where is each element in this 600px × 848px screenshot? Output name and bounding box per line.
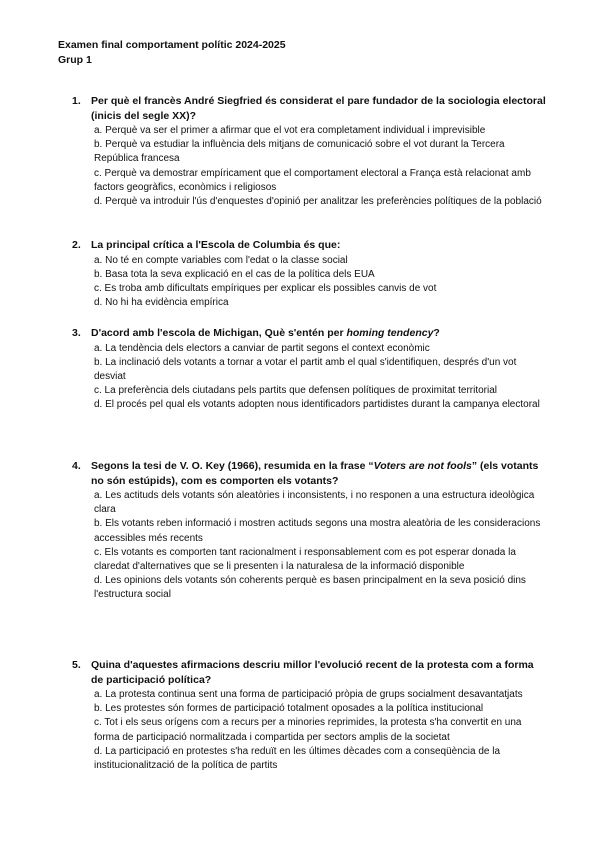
option-c: c. Es troba amb dificultats empíriques per explicar els possibles canvis de vot: [94, 282, 437, 294]
question-text: Per què el francès André Siegfried és considerat el pare fundador de la sociologia electoral (inicis del segle XX)?: [91, 95, 546, 122]
option-c: c. Els votants es comporten tant racionalment i responsablement com es pot esperar donada la claredat d'alternatives que se li presenten i la naturalesa de la informació disponible: [94, 546, 516, 573]
question-text-end: ” (els votants no són estúpids), com es comporten els votants?: [91, 460, 539, 487]
question-4: [72, 459, 546, 603]
question-text-emphasis: Voters are not fools: [373, 460, 472, 472]
question-text-start: Segons la tesi de V. O. Key (1966), resumida en la frase “: [91, 460, 374, 472]
exam-group: Grup 1: [58, 54, 92, 66]
option-b: b. La inclinació dels votants a tornar a votar el partit amb el qual s'identifiquen, després d'un vot desviat: [94, 356, 517, 382]
option-d: d. La participació en protestes s'ha reduït en les últimes dècades com a conseqüència de la institucionalització de la política de partits: [94, 745, 501, 772]
exam-title: Examen final comportament polític 2024-2025: [58, 39, 286, 51]
question-number: 3.: [72, 327, 81, 339]
option-b: b. Perquè va estudiar la influència dels mitjans de comunicació sobre el vot durant la Tercera República francesa: [94, 139, 505, 165]
question-text-end: ?: [433, 327, 440, 339]
option-d: d. No hi ha evidència empírica: [94, 297, 229, 309]
exam-header: [58, 38, 286, 68]
option-b: b. Les protestes són formes de participació totalment oposades a la política institucional: [94, 703, 484, 715]
question-text: La principal crítica a l'Escola de Columbia és que:: [91, 239, 341, 251]
option-a: a. La tendència dels electors a canviar de partit segons el context econòmic: [94, 342, 430, 354]
question-text: [91, 459, 546, 488]
option-a: a. No té en compte variables com l'edat o la classe social: [94, 254, 348, 266]
question-text-start: D'acord amb l'escola de Michigan, Què s'entén per: [91, 327, 347, 339]
question-number: 1.: [72, 95, 81, 107]
question-5: [72, 658, 546, 773]
option-c: c. La preferència dels ciutadans pels partits que defensen polítiques de proximitat territorial: [94, 385, 498, 397]
question-number: 4.: [72, 460, 81, 472]
question-text: Quina d'aquestes afirmacions descriu millor l'evolució recent de la protesta com a forma de participació política?: [91, 659, 534, 686]
option-d: d. Perquè va introduir l'ús d'enquestes d'opinió per analitzar les preferències polítiques de la població: [94, 196, 542, 208]
question-number: 2.: [72, 239, 81, 251]
question-2: [72, 238, 546, 310]
option-d: d. El procés pel qual els votants adopten nous identificadors partidistes durant la campanya electoral: [94, 399, 540, 411]
question-3: [72, 326, 546, 413]
option-a: a. Les actituds dels votants són aleatòries i inconsistents, i no responen a una estructura ideològica clara: [94, 490, 535, 516]
option-a: a. Perquè va ser el primer a afirmar que el vot era completament individual i imprevisible: [94, 125, 486, 136]
option-c: c. Perquè va demostrar empíricament que el comportament electoral a França està relacionat amb factors geogràfics, econòmics i religiosos: [94, 167, 531, 193]
option-d: d. Les opinions dels votants són coherents perquè es basen principalment en la seva posició dins l'estructura social: [94, 575, 526, 601]
option-c: c. Tot i els seus orígens com a recurs per a minories reprimides, la protesta s'ha convertit en una forma de participació normalitzada i compartida per sectors amplis de la societat: [94, 717, 522, 743]
question-text-emphasis: homing tendency: [346, 327, 434, 339]
option-a: a. La protesta continua sent una forma de participació pròpia de grups socialment desavantatjats: [94, 689, 523, 700]
question-text: [91, 326, 546, 341]
question-number: 5.: [72, 659, 81, 671]
option-b: b. Basa tota la seva explicació en el cas de la política dels EUA: [94, 268, 375, 280]
question-1: [72, 94, 546, 209]
option-b: b. Els votants reben informació i mostren actituds segons una mostra aleatòria de les consideracions accessibles més recents: [94, 518, 541, 544]
